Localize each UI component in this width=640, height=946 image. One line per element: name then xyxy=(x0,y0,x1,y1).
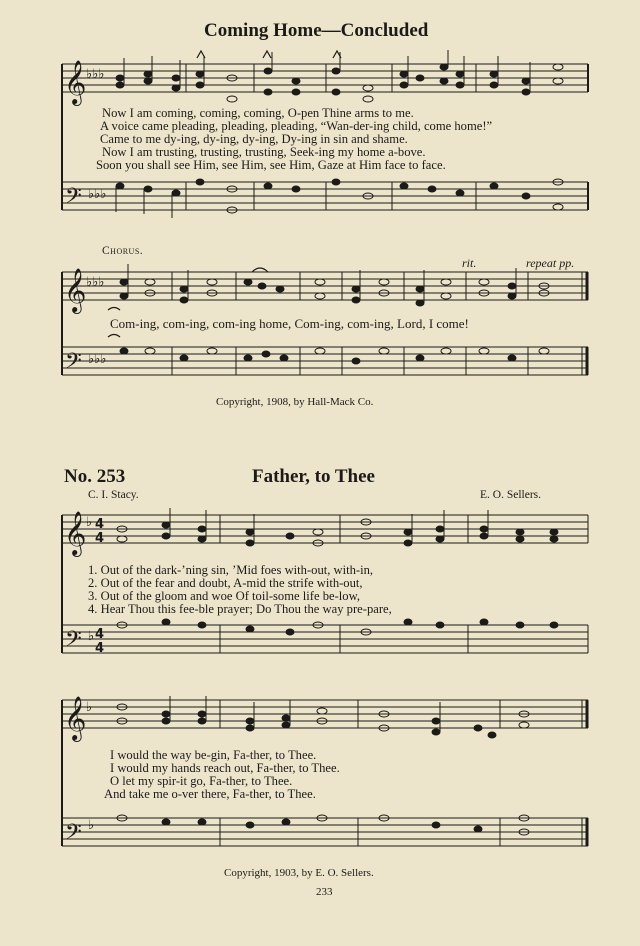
hymn1-verse-3: Came to me dy-ing, dy-ing, dy-ing, Dy-ing in sin and shame. xyxy=(100,132,408,146)
bass-clef-icon: 𝄢 xyxy=(65,184,82,214)
svg-text:♭: ♭ xyxy=(86,700,93,715)
hymn2-author: C. I. Stacy. xyxy=(88,489,139,501)
svg-text:♭: ♭ xyxy=(88,629,95,644)
note-heads xyxy=(116,64,563,835)
hymn2-verse-2-part1: 2. Out of the fear and doubt, A-mid the strife with-out, xyxy=(88,576,363,590)
svg-text:♭♭♭: ♭♭♭ xyxy=(86,275,105,290)
hymn1-verse-4: Now I am trusting, trusting, trusting, Seek-ing my home a-bove. xyxy=(102,145,426,159)
treble-clef-icon: 𝄞 xyxy=(64,511,87,555)
hymn2-composer: E. O. Sellers. xyxy=(480,489,542,501)
hymn1-title: Coming Home—Concluded xyxy=(204,20,429,41)
treble-clef-icon: 𝄞 xyxy=(64,268,87,312)
bass-clef-icon: 𝄢 xyxy=(65,820,82,850)
svg-text:♭♭♭: ♭♭♭ xyxy=(88,352,107,367)
svg-text:♭♭♭: ♭♭♭ xyxy=(88,187,107,202)
bass-clef-icon: 𝄢 xyxy=(65,349,82,379)
bass-clef-icon: 𝄢 xyxy=(65,627,82,657)
svg-text:4: 4 xyxy=(95,627,105,642)
hymn2-verse-4-part2: And take me o-ver there, Fa-ther, to Thee. xyxy=(104,787,316,801)
hymn1-verse-1: Now I am coming, coming, coming, O-pen Thine arms to me. xyxy=(102,106,414,120)
treble-clef-icon: 𝄞 xyxy=(64,60,87,104)
hymn2-verse-3-part2: O let my spir-it go, Fa-ther, to Thee. xyxy=(110,774,293,788)
svg-text:♭♭♭: ♭♭♭ xyxy=(86,67,105,82)
hymn1-verse-2: A voice came pleading, pleading, pleading, “Wan-der-ing child, come home!” xyxy=(100,119,493,133)
svg-text:4: 4 xyxy=(95,531,105,546)
chorus-lyrics: Com-ing, com-ing, com-ing home, Com-ing, com-ing, Lord, I come! xyxy=(110,316,469,331)
hymn2-verse-2-part2: I would my hands reach out, Fa-ther, to Thee. xyxy=(110,761,340,775)
hymn2-verse-4-part1: 4. Hear Thou this fee-ble prayer; Do Thou the way pre-pare, xyxy=(88,602,392,616)
svg-text:♭: ♭ xyxy=(88,818,95,833)
hymn2-copyright: Copyright, 1903, by E. O. Sellers. xyxy=(224,867,374,879)
hymn2-verse-1-part2: I would the way be-gin, Fa-ther, to Thee. xyxy=(110,748,317,762)
treble-clef-icon: 𝄞 xyxy=(64,696,87,740)
hymn2-verse-1-part1: 1. Out of the dark-’ning sin, ’Mid foes with-out, with-in, xyxy=(88,563,374,577)
hymn2-number: No. 253 xyxy=(64,466,126,487)
rit-mark: rit. xyxy=(462,256,477,270)
hymn1-copyright: Copyright, 1908, by Hall-Mack Co. xyxy=(216,396,374,408)
chorus-label: Chorus. xyxy=(102,245,144,257)
svg-text:♭: ♭ xyxy=(86,515,93,530)
repeat-mark: repeat pp. xyxy=(526,256,575,270)
hymn2-title: Father, to Thee xyxy=(252,466,375,487)
svg-text:4: 4 xyxy=(95,517,105,532)
hymn1-verse-5: Soon you shall see Him, see Him, see Him, Gaze at Him face to face. xyxy=(96,158,446,172)
hymn2-verse-3-part1: 3. Out of the gloom and woe Of toil-some life be-low, xyxy=(88,589,360,603)
svg-text:4: 4 xyxy=(95,641,105,656)
page-number: 233 xyxy=(316,886,333,898)
